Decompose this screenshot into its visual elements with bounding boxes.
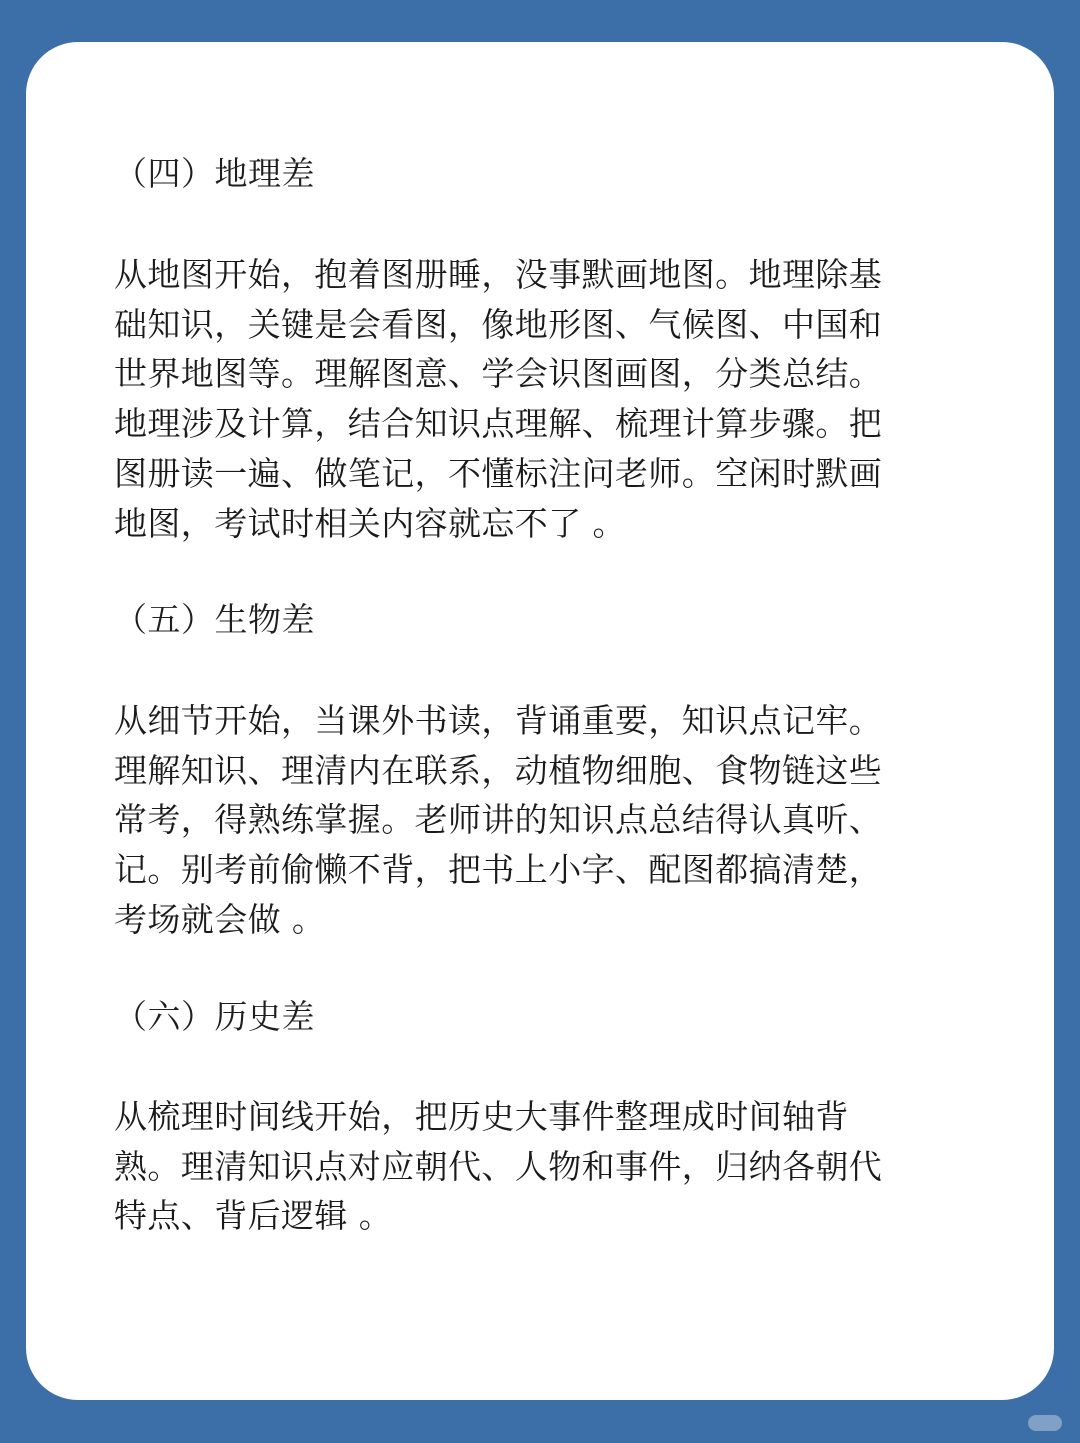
paragraph-line: 地图，考试时相关内容就忘不了 。 xyxy=(114,503,626,543)
section-biology-body xyxy=(114,696,974,945)
paragraph-line: 地理涉及计算，结合知识点理解、梳理计算步骤。把 xyxy=(114,404,883,444)
section-heading: （四）地理差 xyxy=(114,154,315,193)
section-geography xyxy=(114,154,974,194)
section-geography-body xyxy=(114,250,974,548)
paragraph-line: 记。别考前偷懒不背，把书上小字、配图都搞清楚， xyxy=(114,850,883,890)
section-biology xyxy=(114,600,974,640)
paragraph-line: 理解知识、理清内在联系，动植物细胞、食物链这些 xyxy=(114,750,883,790)
paragraph-line: 特点、背后逻辑 。 xyxy=(114,1196,393,1236)
paragraph-line: 从梳理时间线开始，把历史大事件整理成时间轴背 xyxy=(114,1097,849,1136)
paragraph-line: 础知识，关键是会看图，像地形图、气候图、中国和 xyxy=(114,304,883,344)
paragraph-line: 考场就会做 。 xyxy=(114,899,326,939)
paragraph-line: 图册读一遍、做笔记，不懂标注问老师。空闲时默画 xyxy=(114,453,883,493)
section-history xyxy=(114,997,974,1037)
section-history-body xyxy=(114,1092,974,1241)
paragraph-line: 从地图开始，抱着图册睡，没事默画地图。地理除基 xyxy=(114,255,883,294)
watermark-badge xyxy=(1028,1415,1062,1431)
paragraph-line: 熟。理清知识点对应朝代、人物和事件，归纳各朝代 xyxy=(114,1146,883,1186)
section-heading: （五）生物差 xyxy=(114,600,315,639)
content-card xyxy=(26,42,1054,1400)
section-heading: （六）历史差 xyxy=(114,997,315,1036)
paragraph-line: 从细节开始，当课外书读，背诵重要，知识点记牢。 xyxy=(114,701,883,740)
paragraph-line: 常考，得熟练掌握。老师讲的知识点总结得认真听、 xyxy=(114,800,883,840)
paragraph-line: 世界地图等。理解图意、学会识图画图，分类总结。 xyxy=(114,354,883,394)
